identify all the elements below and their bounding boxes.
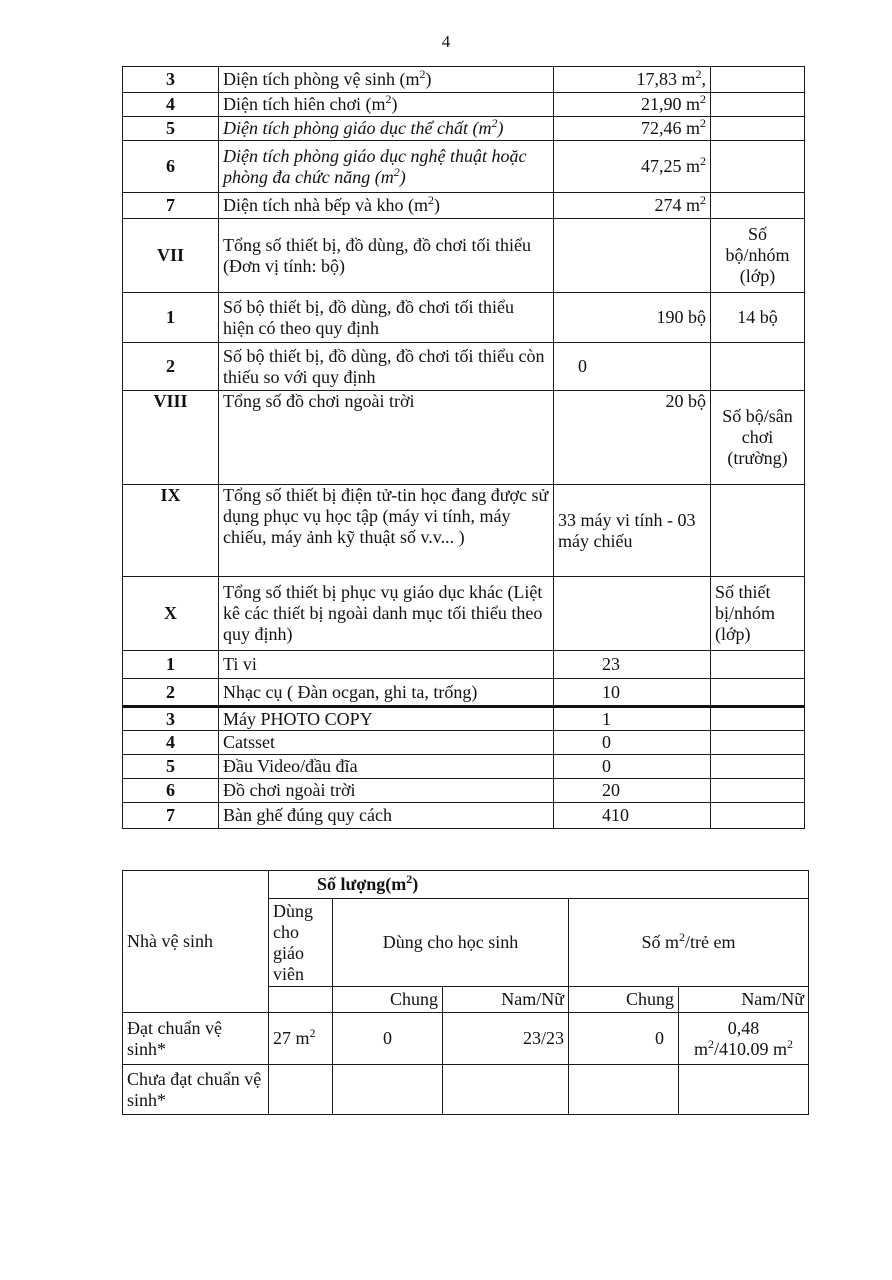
row-unit xyxy=(711,779,805,803)
row-label: Diện tích phòng giáo dục thể chất $(m^2)$ xyxy=(219,117,554,141)
row-label: Đồ chơi ngoài trời xyxy=(219,779,554,803)
row-number: 3 xyxy=(123,67,219,93)
row-value: 190 bộ xyxy=(554,293,711,343)
row-label: Diện tích hiên chơi $(m^2)$ xyxy=(219,93,554,117)
row-unit xyxy=(711,141,805,193)
row-label: Ti vi xyxy=(219,651,554,679)
row-value: 0 xyxy=(554,755,711,779)
table-row xyxy=(123,93,805,117)
row-label: Tổng số thiết bị, đồ dùng, đồ chơi tối thiểu (Đơn vị tính: bộ) xyxy=(219,219,554,293)
m2-nam-nu-value: 0,48 $m^2/410.09$ $m^2$ xyxy=(679,1013,809,1065)
empty-cell xyxy=(569,1065,679,1115)
row-number: 1 xyxy=(123,651,219,679)
row-number: X xyxy=(123,577,219,651)
row-label: Bàn ghế đúng quy cách xyxy=(219,803,554,829)
page-number: 4 xyxy=(441,32,451,51)
row-number: VIII xyxy=(123,391,219,485)
row-label: Đạt chuẩn vệ sinh* xyxy=(123,1013,269,1065)
row-value: 23 xyxy=(554,651,711,679)
table-row xyxy=(123,485,805,577)
table-row xyxy=(123,1013,809,1065)
row-value: 0 xyxy=(554,731,711,755)
row-label: Tổng số thiết bị điện tử-tin học đang được sử dụng phục vụ học tập (máy vi tính, máy chiếu, máy ảnh kỹ thuật số v.v... ) xyxy=(219,485,554,577)
row-unit xyxy=(711,93,805,117)
table-row xyxy=(123,391,805,485)
hs-chung-value: 0 xyxy=(333,1013,443,1065)
table-row xyxy=(123,731,805,755)
row-unit xyxy=(711,67,805,93)
row-unit xyxy=(711,651,805,679)
row-label: Tổng số đồ chơi ngoài trời xyxy=(219,391,554,485)
row-unit xyxy=(711,193,805,219)
empty-cell xyxy=(443,1065,569,1115)
row-value: 72,46 $m^2$ xyxy=(554,117,711,141)
row-unit xyxy=(711,731,805,755)
hs-nam-nu-value: 23/23 xyxy=(443,1013,569,1065)
row-label: Catsset xyxy=(219,731,554,755)
row-number: 4 xyxy=(123,93,219,117)
table-row xyxy=(123,755,805,779)
row-number: 2 xyxy=(123,343,219,391)
empty-cell xyxy=(269,987,333,1013)
toilet-table xyxy=(122,870,809,1115)
table-header-row xyxy=(123,871,809,899)
row-unit xyxy=(711,343,805,391)
row-value: 20 bộ xyxy=(554,391,711,485)
giao-vien-header: Dùng cho giáo viên xyxy=(269,899,333,987)
empty-cell xyxy=(269,1065,333,1115)
row-value: 47,25 $m^2$ xyxy=(554,141,711,193)
facilities-table xyxy=(122,66,805,829)
table-row xyxy=(123,193,805,219)
table-row xyxy=(123,343,805,391)
hoc-sinh-header: Dùng cho học sinh xyxy=(333,899,569,987)
row-value: 1 xyxy=(554,707,711,731)
row-number: 2 xyxy=(123,679,219,707)
row-number: 5 xyxy=(123,755,219,779)
table-row xyxy=(123,1065,809,1115)
row-number: 7 xyxy=(123,803,219,829)
so-luong-header: Số $lượng(m^2)$ xyxy=(269,871,809,899)
table-row xyxy=(123,707,805,731)
row-unit xyxy=(711,485,805,577)
row-unit: Số thiết bị/nhóm (lớp) xyxy=(711,577,805,651)
table-row xyxy=(123,219,805,293)
row-label: Diện tích phòng vệ $\sinh (m^2)$ xyxy=(219,67,554,93)
row-number: 6 xyxy=(123,141,219,193)
row-number: 1 xyxy=(123,293,219,343)
nha-ve-sinh-header: Nhà vệ sinh xyxy=(123,871,269,1013)
table-row xyxy=(123,117,805,141)
row-unit: Số bộ/nhóm (lớp) xyxy=(711,219,805,293)
row-unit: 14 bộ xyxy=(711,293,805,343)
table-row xyxy=(123,67,805,93)
chung-header: Chung xyxy=(569,987,679,1013)
row-label: Diện tích phòng giáo dục nghệ thuật hoặc phòng đa chức năng $(m^2)$ xyxy=(219,141,554,193)
table-row xyxy=(123,803,805,829)
empty-cell xyxy=(679,1065,809,1115)
row-value: 20 xyxy=(554,779,711,803)
table-row xyxy=(123,577,805,651)
row-number: 6 xyxy=(123,779,219,803)
table-row xyxy=(123,679,805,707)
row-label: Diện tích nhà bếp và kho $(m^2)$ xyxy=(219,193,554,219)
row-value xyxy=(554,219,711,293)
row-value: 0 xyxy=(554,343,711,391)
row-label: Tổng số thiết bị phục vụ giáo dục khác (Liệt kê các thiết bị ngoài danh mục tối thiểu theo quy định) xyxy=(219,577,554,651)
nam-nu-header: Nam/Nữ xyxy=(679,987,809,1013)
row-number: 3 xyxy=(123,707,219,731)
row-unit xyxy=(711,755,805,779)
table-row xyxy=(123,293,805,343)
table-row xyxy=(123,779,805,803)
chung-header: Chung xyxy=(333,987,443,1013)
row-number: IX xyxy=(123,485,219,577)
row-number: 4 xyxy=(123,731,219,755)
row-unit: Số bộ/sân chơi (trường) xyxy=(711,391,805,485)
row-label: Đầu Video/đầu đĩa xyxy=(219,755,554,779)
gv-value: 27 $m^2$ xyxy=(269,1013,333,1065)
row-label: Số bộ thiết bị, đồ dùng, đồ chơi tối thiểu còn thiếu so với quy định xyxy=(219,343,554,391)
row-number: 7 xyxy=(123,193,219,219)
row-unit xyxy=(711,803,805,829)
row-value xyxy=(554,577,711,651)
row-label: Máy PHOTO COPY xyxy=(219,707,554,731)
row-label: Số bộ thiết bị, đồ dùng, đồ chơi tối thiểu hiện có theo quy định xyxy=(219,293,554,343)
row-value: 410 xyxy=(554,803,711,829)
row-label: Chưa đạt chuẩn vệ sinh* xyxy=(123,1065,269,1115)
row-number: 5 xyxy=(123,117,219,141)
row-value: 33 máy vi tính - 03 máy chiếu xyxy=(554,485,711,577)
m2-tre-em-header: Số $m^2$/trẻ em xyxy=(569,899,809,987)
row-value: 21,90 $m^2$ xyxy=(554,93,711,117)
table-row xyxy=(123,651,805,679)
row-label: Nhạc cụ ( Đàn ocgan, ghi ta, trống) xyxy=(219,679,554,707)
m2-chung-value: 0 xyxy=(569,1013,679,1065)
row-number: VII xyxy=(123,219,219,293)
nam-nu-header: Nam/Nữ xyxy=(443,987,569,1013)
row-unit xyxy=(711,707,805,731)
row-value: 274 $m^2$ xyxy=(554,193,711,219)
table-row xyxy=(123,141,805,193)
row-unit xyxy=(711,117,805,141)
empty-cell xyxy=(333,1065,443,1115)
row-unit xyxy=(711,679,805,707)
row-value: 17,83 $m^2$, xyxy=(554,67,711,93)
row-value: 10 xyxy=(554,679,711,707)
